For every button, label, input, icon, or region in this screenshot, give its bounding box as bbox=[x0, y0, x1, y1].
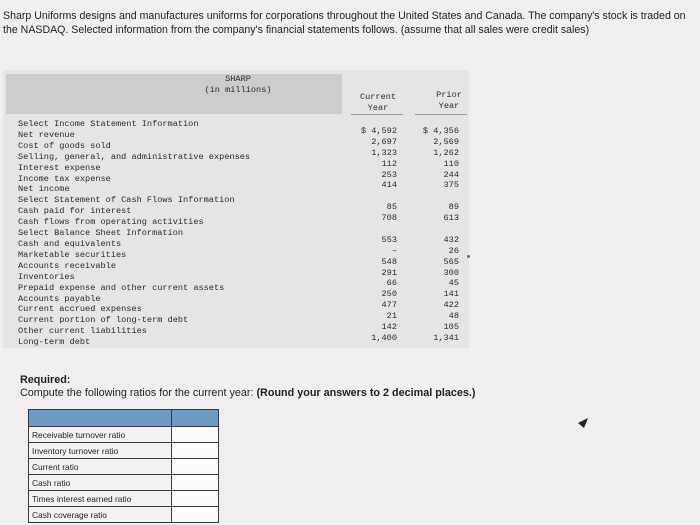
line-item-label: Accounts receivable bbox=[18, 260, 116, 271]
prior-value: 1,341 bbox=[433, 332, 459, 343]
ratio-answer-input[interactable] bbox=[172, 443, 219, 459]
current-value bbox=[341, 191, 397, 202]
prior-value bbox=[403, 224, 459, 235]
prior-value: 105 bbox=[443, 322, 459, 333]
line-item-label: Net revenue bbox=[18, 129, 75, 140]
current-value: $ 4,592 bbox=[360, 126, 397, 136]
prior-value: 1,262 bbox=[433, 147, 459, 158]
line-item-label: Select Balance Sheet Information bbox=[18, 228, 184, 239]
line-item-label: Selling, general, and administrative expenses bbox=[18, 151, 251, 162]
line-item-label: Current accrued expenses bbox=[18, 304, 142, 315]
ratio-row bbox=[29, 443, 219, 459]
line-item-label: Select Statement of Cash Flows Information bbox=[18, 195, 235, 206]
line-item-label: Prepaid expense and other current assets bbox=[18, 282, 225, 293]
ratio-label: Current ratio bbox=[29, 459, 172, 475]
current-value: 553 bbox=[381, 234, 397, 245]
line-item-label: Interest expense bbox=[18, 162, 101, 173]
line-item-label: Long-term debt bbox=[18, 337, 91, 348]
current-year-heading: Current Year bbox=[359, 92, 397, 113]
current-value: 1,323 bbox=[371, 147, 397, 158]
line-item-label: Cash flows from operating activities bbox=[18, 217, 204, 228]
prior-value: 432 bbox=[443, 234, 459, 245]
pointer-icon bbox=[578, 418, 588, 428]
required-heading: Required: bbox=[20, 374, 71, 386]
ratio-label: Cash coverage ratio bbox=[29, 507, 172, 523]
prior-value: 89 bbox=[448, 202, 459, 213]
ratio-row bbox=[29, 475, 219, 491]
current-value: 112 bbox=[381, 158, 397, 169]
prior-value bbox=[403, 191, 459, 202]
prior-value: 613 bbox=[443, 213, 459, 224]
company-name: SHARP bbox=[225, 74, 251, 84]
current-value: 548 bbox=[381, 256, 397, 267]
line-item-label: Cash and equivalents bbox=[18, 238, 122, 249]
current-value bbox=[341, 224, 397, 235]
ratio-label: Inventory turnover ratio bbox=[29, 443, 172, 459]
ratio-answer-input[interactable] bbox=[172, 475, 219, 491]
current-value: 21 bbox=[386, 311, 397, 322]
current-value: 66 bbox=[386, 278, 397, 289]
prior-year-values bbox=[403, 126, 459, 344]
current-value: 477 bbox=[381, 300, 397, 311]
current-heading-rule bbox=[351, 114, 403, 115]
prior-value: 300 bbox=[443, 267, 459, 278]
ratio-row bbox=[29, 427, 219, 443]
prior-value: 2,569 bbox=[433, 136, 459, 147]
line-item-label: Cost of goods sold bbox=[18, 140, 111, 151]
prior-value: $ 4,356 bbox=[422, 126, 459, 136]
prior-value: 48 bbox=[448, 311, 459, 322]
current-value: 2,697 bbox=[371, 136, 397, 147]
prior-value: 375 bbox=[443, 180, 459, 191]
current-value: 250 bbox=[381, 289, 397, 300]
company-heading bbox=[178, 74, 298, 96]
prior-value: 244 bbox=[443, 169, 459, 180]
ratio-label: Times interest earned ratio bbox=[29, 491, 172, 507]
line-item-label: Inventories bbox=[18, 271, 75, 282]
current-value: 708 bbox=[381, 213, 397, 224]
current-value: 291 bbox=[381, 267, 397, 278]
line-item-label: Income tax expense bbox=[18, 173, 111, 184]
current-value: 142 bbox=[381, 322, 397, 333]
ratio-row bbox=[29, 459, 219, 475]
ratio-answer-table bbox=[28, 409, 219, 523]
marker-dot bbox=[467, 255, 470, 258]
line-item-label: Net income bbox=[18, 184, 70, 195]
prior-heading-rule bbox=[415, 114, 467, 115]
ratio-label: Receivable turnover ratio bbox=[29, 427, 172, 443]
ratio-answer-input[interactable] bbox=[172, 507, 219, 523]
line-item-label: Accounts payable bbox=[18, 293, 101, 304]
answer-table-header bbox=[29, 410, 219, 427]
ratio-answer-input[interactable] bbox=[172, 427, 219, 443]
required-section bbox=[20, 374, 475, 399]
prior-value: 422 bbox=[443, 300, 459, 311]
prior-value: 141 bbox=[443, 289, 459, 300]
line-item-label: Marketable securities bbox=[18, 249, 127, 260]
prior-value: 45 bbox=[448, 278, 459, 289]
current-value: 1,400 bbox=[371, 332, 397, 343]
ratio-row bbox=[29, 507, 219, 523]
prior-value: 110 bbox=[443, 158, 459, 169]
current-value: – bbox=[391, 245, 397, 256]
line-item-label: Current portion of long-term debt bbox=[18, 315, 189, 326]
problem-intro: Sharp Uniforms designs and manufactures uniforms for corporations throughout the United States and Canada. The company's stock is traded on the NASDAQ. Selected information from the company's financial statements follows. (assume that all sales were credit sales) bbox=[3, 10, 686, 36]
line-item-labels bbox=[18, 119, 278, 348]
ratio-answer-input[interactable] bbox=[172, 459, 219, 475]
current-value: 414 bbox=[381, 180, 397, 191]
required-instruction: Compute the following ratios for the current year: (Round your answers to 2 decimal places.) bbox=[20, 386, 476, 399]
current-value: 85 bbox=[386, 202, 397, 213]
line-item-label: Select Income Statement Information bbox=[18, 119, 199, 129]
prior-value: 565 bbox=[443, 256, 459, 267]
unit-label: (in millions) bbox=[204, 85, 272, 95]
ratio-answer-input[interactable] bbox=[172, 491, 219, 507]
line-item-label: Cash paid for interest bbox=[18, 206, 132, 217]
current-year-values bbox=[341, 126, 397, 344]
prior-value: 26 bbox=[448, 245, 459, 256]
current-value: 253 bbox=[381, 169, 397, 180]
line-item-label: Other current liabilities bbox=[18, 326, 147, 337]
financial-statement bbox=[3, 70, 469, 348]
statement-header bbox=[3, 70, 469, 118]
ratio-label: Cash ratio bbox=[29, 475, 172, 491]
prior-year-heading: Prior Year bbox=[436, 90, 462, 111]
ratio-row bbox=[29, 491, 219, 507]
